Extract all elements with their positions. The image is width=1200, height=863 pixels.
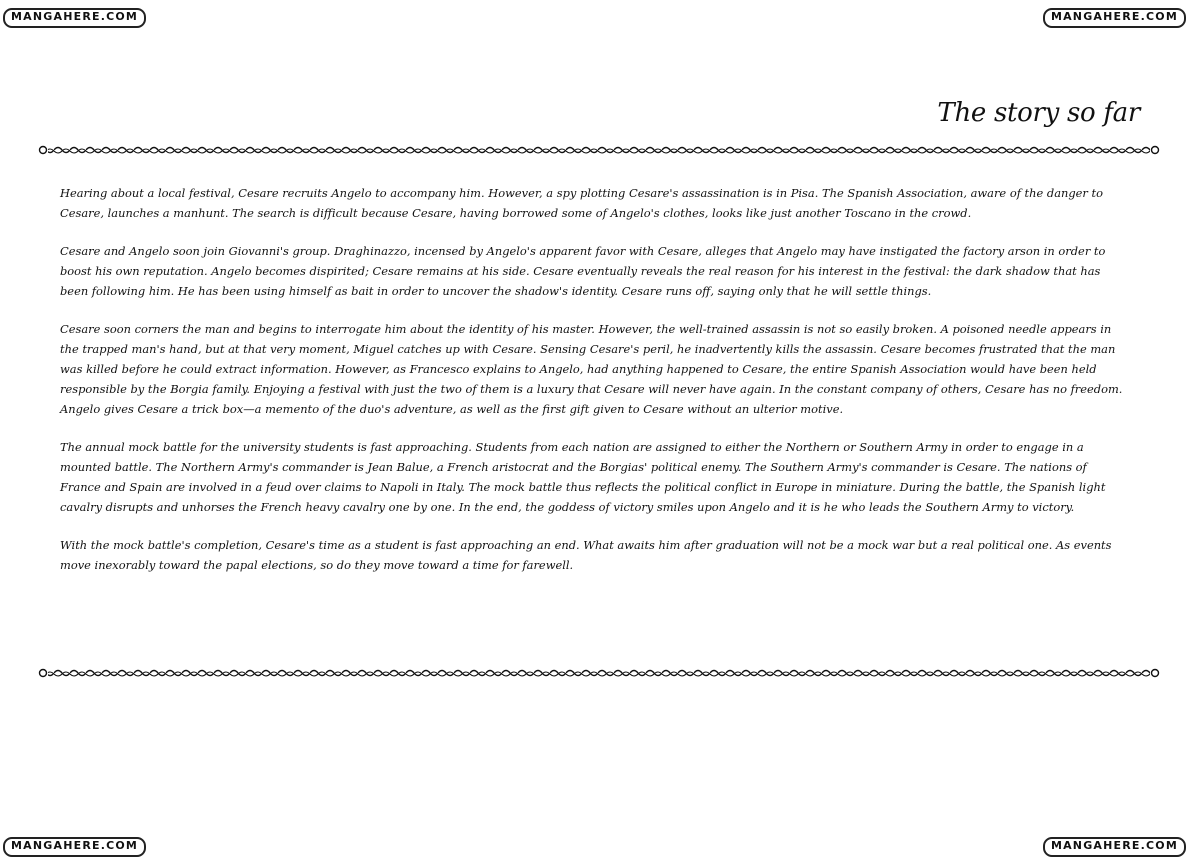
paragraph-1: Hearing about a local festival, Cesare recruits Angelo to accompany him. However, a spy plotting Cesare's assassination is in Pisa. The Spanish Association, aware of the danger to Cesare, launches a manhunt. The search is difficult because Cesare, having borrowed some of Angelo's clothes, looks like just another Toscano in the crowd. (60, 186, 1103, 220)
ornamental-divider-top (38, 145, 1160, 155)
paragraph-2: Cesare and Angelo soon join Giovanni's group. Draghinazzo, incensed by Angelo's apparent favor with Cesare, alleges that Angelo may have instigated the factory arson in order to boost his own reputation. Angelo becomes dispirited; Cesare remains at his side. Cesare eventually reveals the real reason for his interest in the festival: the dark shadow that has been following him. He has been using himself as bait in order to uncover the shadow's identity. Cesare runs off, saying only that he will settle things. (60, 244, 1106, 298)
paragraph-5: With the mock battle's completion, Cesare's time as a student is fast approaching an end. What awaits him after graduation will not be a mock war but a real political one. As events move inexorably toward the papal elections, so do they move toward a time for farewell. (60, 538, 1112, 572)
watermark-top-left: MANGAHERE.COM (3, 8, 146, 28)
watermark-bottom-right: MANGAHERE.COM (1043, 837, 1186, 857)
watermark-top-right: MANGAHERE.COM (1043, 8, 1186, 28)
watermark-bottom-left: MANGAHERE.COM (3, 837, 146, 857)
ornamental-divider-bottom (38, 668, 1160, 678)
paragraph-3: Cesare soon corners the man and begins to interrogate him about the identity of his master. However, the well-trained assassin is not so easily broken. A poisoned needle appears in the trapped man's hand, but at that very moment, Miguel catches up with Cesare. Sensing Cesare's peril, he inadvertently kills the assassin. Cesare becomes frustrated that the man was killed before he could extract information. However, as Francesco explains to Angelo, had anything happened to Cesare, the entire Spanish Association would have been held responsible by the Borgia family. Enjoying a festival with just the two of them is a luxury that Cesare will never have again. In the constant company of others, Cesare has no freedom. Angelo gives Cesare a trick box—a memento of the duo's adventure, as well as the first gift given to Cesare without an ulterior motive. (60, 322, 1123, 416)
page-title: The story so far (937, 98, 1140, 128)
story-summary (60, 183, 1129, 593)
paragraph-4: The annual mock battle for the university students is fast approaching. Students from each nation are assigned to either the Northern or Southern Army in order to engage in a mounted battle. The Northern Army's commander is Jean Balue, a French aristocrat and the Borgias' political enemy. The Southern Army's commander is Cesare. The nations of France and Spain are involved in a feud over claims to Napoli in Italy. The mock battle thus reflects the political conflict in Europe in miniature. During the battle, the Spanish light cavalry disrupts and unhorses the French heavy cavalry one by one. In the end, the goddess of victory smiles upon Angelo and it is he who leads the Southern Army to victory. (60, 440, 1106, 514)
